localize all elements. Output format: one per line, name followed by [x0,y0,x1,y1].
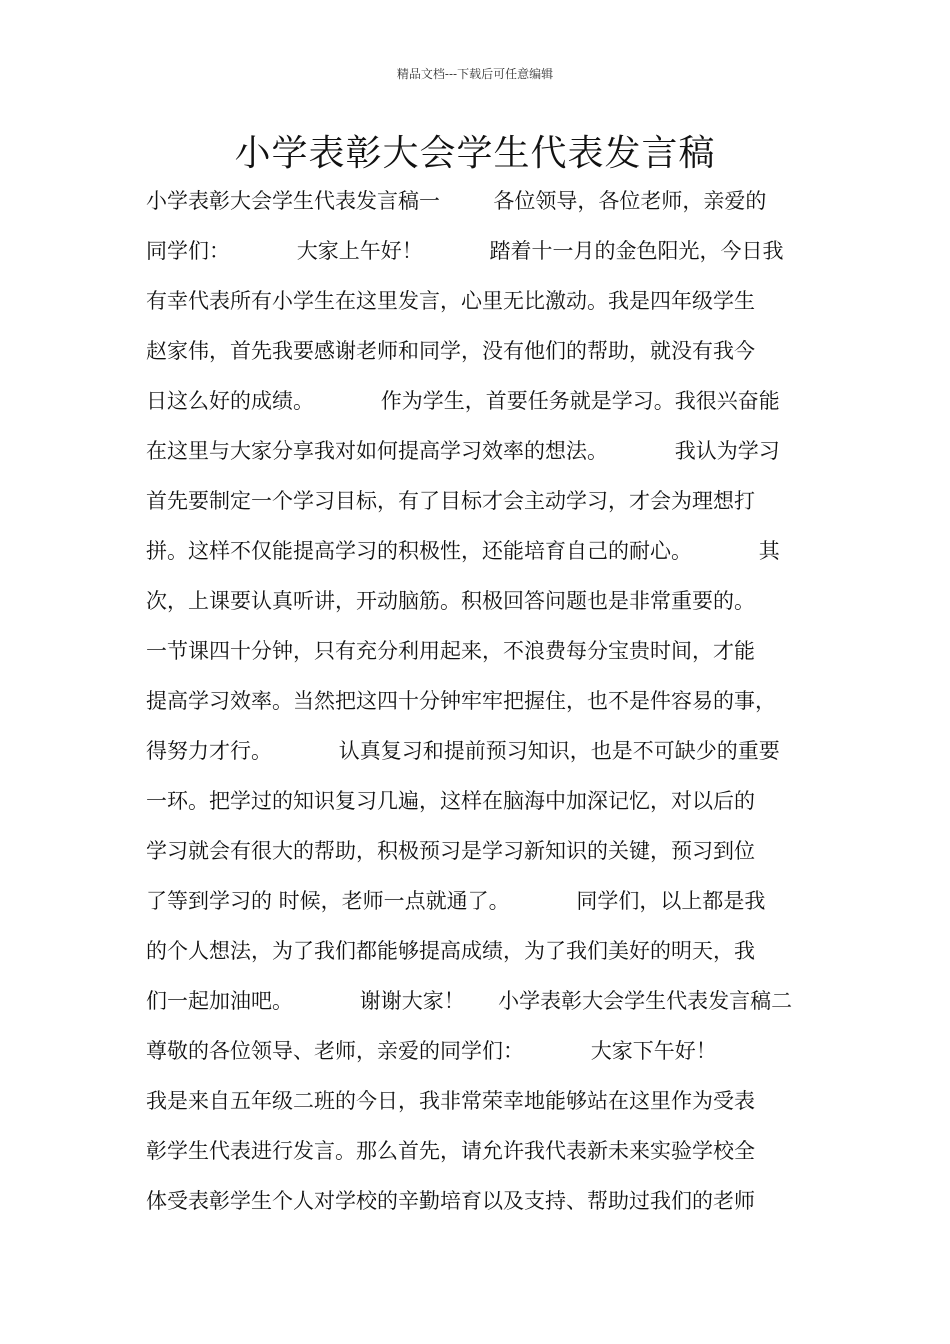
body-line: 赵家伟，首先我要感谢老师和同学，没有他们的帮助，就没有我今 [146,339,755,363]
body-line: 有幸代表所有小学生在这里发言，心里无比激动。我是四年级学生 [146,289,755,313]
document-title: 小学表彰大会学生代表发言稿 [234,133,716,174]
body-line: 一环。把学过的知识复习几遍，这样在脑海中加深记忆，对以后的 [146,789,755,813]
body-line: 学习就会有很大的帮助，积极预习是学习新知识的关键，预习到位 [146,839,755,863]
body-line: 拼。这样不仅能提高学习的积极性，还能培育自己的耐心。 其 [146,539,780,563]
body-line: 们一起加油吧。 谢谢大家！ 小学表彰大会学生代表发言稿二 [146,989,793,1013]
body-line: 一节课四十分钟，只有充分利用起来，不浪费每分宝贵时间，才能 [146,639,755,663]
body-line: 日这么好的成绩。 作为学生，首要任务就是学习。我很兴奋能 [146,389,780,413]
body-line: 在这里与大家分享我对如何提高学习效率的想法。 我认为学习 [146,439,780,463]
body-line: 体受表彰学生个人对学校的辛勤培育以及支持、帮助过我们的老师 [146,1189,755,1213]
body-line: 了等到学习的 时候，老师一点就通了。 同学们，以上都是我 [146,889,766,913]
body-line: 提高学习效率。当然把这四十分钟牢牢把握住，也不是件容易的事， [146,689,776,713]
body-line: 次，上课要认真听讲，开动脑筋。积极回答问题也是非常重要的。 [146,589,755,613]
body-line: 得努力才行。 认真复习和提前预习知识，也是不可缺少的重要 [146,739,780,763]
body-line: 同学们： 大家上午好！ 踏着十一月的金色阳光，今日我 [146,239,784,263]
body-line: 首先要制定一个学习目标，有了目标才会主动学习，才会为理想打 [146,489,755,513]
body-line: 小学表彰大会学生代表发言稿一 各位领导，各位老师，亲爱的 [146,189,767,213]
body-line: 彰学生代表进行发言。那么首先，请允许我代表新未来实验学校全 [146,1139,755,1163]
body-line: 的个人想法，为了我们都能够提高成绩，为了我们美好的明天，我 [146,939,755,963]
header-note: 精品文档---下载后可任意编辑 [396,67,554,81]
body-line: 尊敬的各位领导、老师，亲爱的同学们： 大家下午好！ [146,1039,717,1063]
body-line: 我是来自五年级二班的今日，我非常荣幸地能够站在这里作为受表 [146,1089,755,1113]
document-body [146,176,826,1226]
